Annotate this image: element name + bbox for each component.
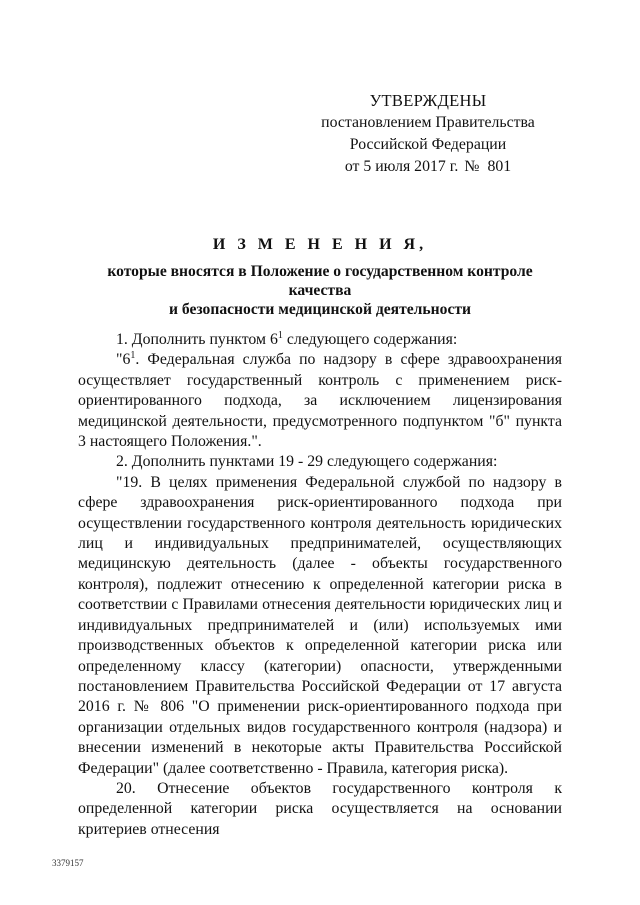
approval-date-line	[318, 156, 538, 178]
approval-number: 801	[487, 158, 512, 175]
paragraph-2-text-end: . Федеральная служба по надзору в сфере здравоохранения осуществляет государственный контроль с применением риск-ориентированного подхода, за исключением лицензирования медицинской деятельности, предусмотренного подпунктом "б" пункта 3 настоящего Положения.".	[78, 351, 562, 451]
subtitle-line-1: которые вносятся в Положение о государственном контроле качества	[107, 263, 533, 299]
approval-line-2: Российской Федерации	[349, 136, 507, 153]
document-body	[78, 330, 562, 840]
paragraph-2-text: "6	[116, 351, 131, 369]
paragraph-4: "19. В целях применения Федеральной службой по надзору в сфере здравоохранения риск-ориентированного подхода при осуществлении государственного контроля деятельность юридических лиц и индивидуальных предпринимателей, осуществляющих медицинскую деятельность (далее - объекты государственного контроля), подлежит отнесению к определенной категории риска в соответствии с Правилами отнесения деятельности юридических лиц и индивидуальных предпринимателей и (или) используемых ими производственных объектов к определенной категории риска или определенному классу (категории) опасности, утвержденными постановлением Правительства Российской Федерации от 17 августа 2016 г. № 806 "О применении риск-ориентированного подхода при организации отдельных видов государственного контроля (надзора) и внесении изменений в некоторые акты Правительства Российской Федерации" (далее соответственно - Правила, категория риска).	[78, 473, 562, 777]
paragraph-2	[78, 350, 562, 452]
approval-line-1: постановлением Правительства	[321, 114, 535, 131]
approval-heading: УТВЕРЖДЕНЫ	[369, 91, 487, 110]
document-title: И З М Е Н Е Н И Я,	[212, 236, 428, 253]
paragraph-5: 20. Отнесение объектов государственного контроля к определенной категории риска осуществляется на основании критериев отнесения	[78, 779, 562, 838]
document-code: 3379157	[52, 858, 84, 868]
paragraph-1-text: 1. Дополнить пунктом 6	[116, 331, 278, 348]
superscript: 1	[130, 350, 136, 362]
superscript: 1	[277, 330, 283, 341]
approval-date: от 5 июля 2017 г.	[344, 158, 459, 175]
subtitle-line-2: и безопасности медицинской деятельности	[168, 301, 472, 318]
approval-number-sign: №	[464, 158, 480, 175]
paragraph-3: 2. Дополнить пунктами 19 - 29 следующего содержания:	[116, 453, 498, 471]
document-subtitle	[75, 262, 565, 319]
approval-stamp	[318, 90, 538, 178]
paragraph-1-text-end: следующего содержания:	[282, 331, 458, 348]
paragraph-1	[78, 330, 562, 350]
